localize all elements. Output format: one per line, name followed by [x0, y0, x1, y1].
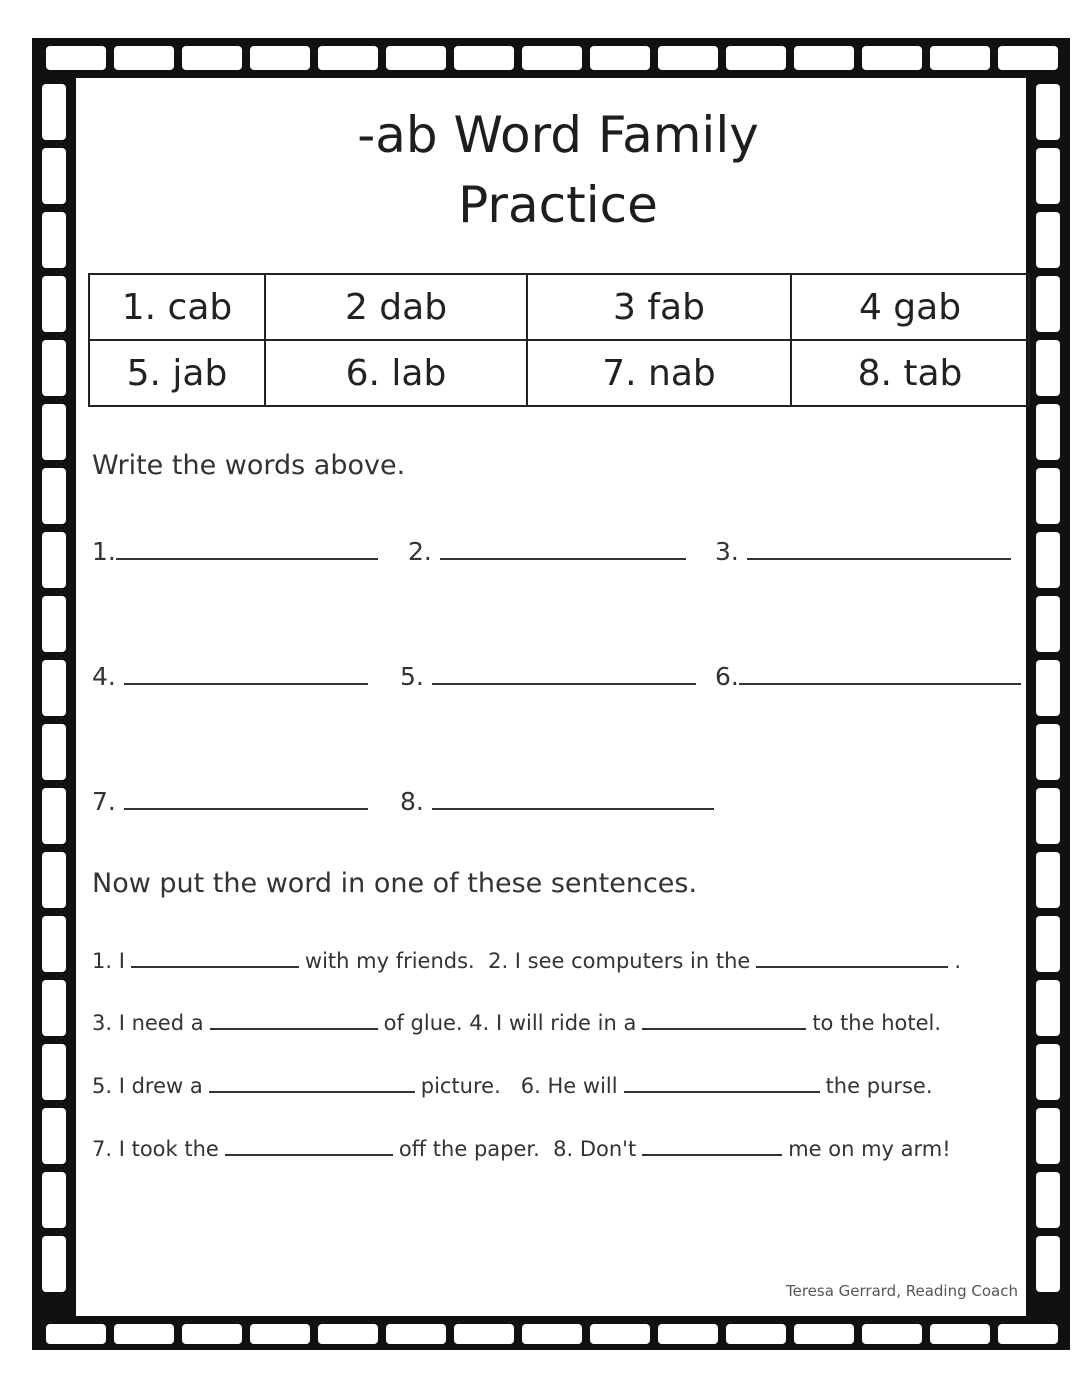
sentence-text: .: [954, 949, 961, 973]
answer-line[interactable]: [440, 536, 686, 560]
sentence-text: of glue.: [383, 1011, 463, 1035]
page-title: [100, 100, 1016, 240]
border-segment: [1036, 1172, 1060, 1228]
border-segment: [42, 596, 66, 652]
blank-number: 5.: [400, 662, 424, 691]
word-cell: 6. lab: [265, 340, 527, 406]
title-line-2: Practice: [458, 176, 658, 234]
border-segment: [658, 46, 718, 70]
sentence-row-3: [92, 1073, 933, 1098]
sentence-text: 4. I will ride in a: [469, 1011, 637, 1035]
instruction-write-words: Write the words above.: [92, 450, 406, 481]
border-segment: [454, 1324, 514, 1344]
border-segment: [454, 46, 514, 70]
sentence-text: 6. He will: [520, 1074, 618, 1098]
border-segment: [590, 1324, 650, 1344]
border-segment: [1036, 404, 1060, 460]
instruction-sentences: Now put the word in one of these sentences.: [92, 868, 698, 899]
border-segment: [42, 148, 66, 204]
sentence-text: me on my arm!: [788, 1137, 951, 1161]
border-segment: [386, 1324, 446, 1344]
table-row: [89, 340, 1029, 406]
author-credit: Teresa Gerrard, Reading Coach: [785, 1282, 1018, 1300]
border-segment: [182, 46, 242, 70]
border-segment: [1036, 340, 1060, 396]
blank-number: 3.: [715, 537, 739, 566]
border-segment: [42, 212, 66, 268]
answer-line[interactable]: [432, 786, 714, 810]
border-segment: [42, 404, 66, 460]
border-segment: [42, 340, 66, 396]
blank-number: 4.: [92, 662, 116, 691]
border-segment: [1036, 1236, 1060, 1292]
sentence-row-2: [92, 1010, 941, 1035]
sentence-text: 3. I need a: [92, 1011, 204, 1035]
border-segment: [114, 1324, 174, 1344]
word-cell: 5. jab: [89, 340, 265, 406]
border-segment: [114, 46, 174, 70]
border-segment: [1036, 852, 1060, 908]
answer-line[interactable]: [747, 536, 1011, 560]
sentence-blank[interactable]: [209, 1073, 415, 1093]
border-segment: [1036, 724, 1060, 780]
sentence-text: with my friends.: [304, 949, 475, 973]
answer-blank-6[interactable]: [715, 661, 1021, 691]
table-row: [89, 274, 1029, 340]
border-segment: [250, 46, 310, 70]
sentence-text: off the paper.: [398, 1137, 540, 1161]
sentence-text: 1. I: [92, 949, 125, 973]
border-segment: [1036, 916, 1060, 972]
answer-blank-2[interactable]: [408, 536, 686, 566]
border-segment: [522, 46, 582, 70]
border-segment: [1036, 788, 1060, 844]
sentence-text: to the hotel.: [812, 1011, 942, 1035]
sentence-text: picture.: [420, 1074, 501, 1098]
answer-line[interactable]: [124, 786, 368, 810]
border-segment: [726, 46, 786, 70]
border-segment: [250, 1324, 310, 1344]
sentence-blank[interactable]: [642, 1010, 806, 1030]
border-segment: [930, 46, 990, 70]
border-segment: [1036, 1108, 1060, 1164]
border-segment: [862, 46, 922, 70]
border-segment: [1036, 532, 1060, 588]
sentence-blank[interactable]: [225, 1136, 393, 1156]
word-cell: 7. nab: [527, 340, 791, 406]
border-segment: [1036, 596, 1060, 652]
border-segment: [386, 46, 446, 70]
border-segment: [42, 1044, 66, 1100]
border-segment: [42, 532, 66, 588]
border-segment: [42, 788, 66, 844]
border-segment: [42, 852, 66, 908]
border-segment: [42, 276, 66, 332]
border-segment: [42, 468, 66, 524]
sentence-blank[interactable]: [210, 1010, 378, 1030]
border-segment: [1036, 212, 1060, 268]
title-line-1: -ab Word Family: [357, 106, 759, 164]
border-segment: [1036, 148, 1060, 204]
border-segment: [42, 660, 66, 716]
border-segment: [42, 1172, 66, 1228]
sentence-blank[interactable]: [624, 1073, 820, 1093]
border-segment: [182, 1324, 242, 1344]
border-segment: [318, 1324, 378, 1344]
border-segment: [998, 1324, 1058, 1344]
word-cell: 4 gab: [791, 274, 1029, 340]
answer-blank-4[interactable]: [92, 661, 368, 691]
sentence-text: 2. I see computers in the: [488, 949, 751, 973]
answer-line[interactable]: [432, 661, 696, 685]
border-segment: [1036, 468, 1060, 524]
word-cell: 2 dab: [265, 274, 527, 340]
border-segment: [1036, 980, 1060, 1036]
answer-line[interactable]: [124, 661, 368, 685]
border-segment: [930, 1324, 990, 1344]
answer-blank-5[interactable]: [400, 661, 696, 691]
border-segment: [42, 724, 66, 780]
sentence-text: the purse.: [825, 1074, 933, 1098]
border-segment: [726, 1324, 786, 1344]
sentence-text: 7. I took the: [92, 1137, 219, 1161]
border-segment: [1036, 1044, 1060, 1100]
border-segment: [42, 980, 66, 1036]
border-segment: [318, 46, 378, 70]
blank-number: 1.: [92, 537, 116, 566]
border-segment: [46, 1324, 106, 1344]
sentence-text: 5. I drew a: [92, 1074, 203, 1098]
answer-line[interactable]: [739, 661, 1021, 685]
sentence-row-1: [92, 948, 961, 973]
border-segment: [46, 46, 106, 70]
border-segment: [794, 1324, 854, 1344]
border-segment: [794, 46, 854, 70]
answer-blank-1[interactable]: [92, 536, 378, 566]
word-cell: 1. cab: [89, 274, 265, 340]
answer-line[interactable]: [116, 536, 378, 560]
border-segment: [1036, 276, 1060, 332]
word-cell: 8. tab: [791, 340, 1029, 406]
border-segment: [42, 1236, 66, 1292]
border-segment: [1036, 660, 1060, 716]
sentence-blank[interactable]: [642, 1136, 782, 1156]
answer-blank-3[interactable]: [715, 536, 1011, 566]
border-segment: [42, 916, 66, 972]
sentence-text: 8. Don't: [553, 1137, 637, 1161]
border-segment: [522, 1324, 582, 1344]
sentence-blank[interactable]: [131, 948, 299, 968]
border-segment: [658, 1324, 718, 1344]
blank-number: 7.: [92, 787, 116, 816]
border-segment: [862, 1324, 922, 1344]
answer-blank-7[interactable]: [92, 786, 368, 816]
sentence-row-4: [92, 1136, 951, 1161]
sentence-blank[interactable]: [756, 948, 948, 968]
border-segment: [42, 84, 66, 140]
border-segment: [42, 1108, 66, 1164]
answer-blank-8[interactable]: [400, 786, 714, 816]
word-table: [88, 273, 1030, 407]
blank-number: 2.: [408, 537, 432, 566]
blank-number: 6.: [715, 662, 739, 691]
border-segment: [590, 46, 650, 70]
border-segment: [998, 46, 1058, 70]
border-segment: [1036, 84, 1060, 140]
blank-number: 8.: [400, 787, 424, 816]
border-segment: [76, 78, 1026, 1316]
word-cell: 3 fab: [527, 274, 791, 340]
